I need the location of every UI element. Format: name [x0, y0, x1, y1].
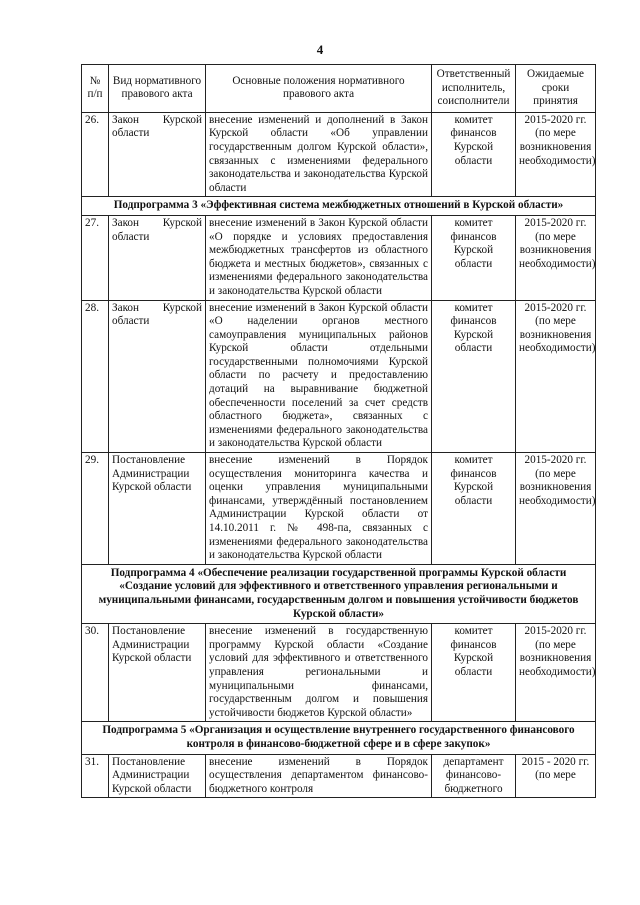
- row-number: 27.: [82, 215, 109, 300]
- legal-acts-table: [81, 64, 596, 798]
- table-row: [82, 624, 596, 722]
- expected-term: 2015-2020 гг. (по мере возникновения необходимости): [516, 300, 596, 453]
- act-provisions: внесение изменений в государственную программу Курской области «Создание условий для эффективного и ответственного управления региональными и муниципальными финансами, государственным долгом и повышения устойчивости бюджетов Курской области»: [206, 624, 432, 722]
- row-number: 29.: [82, 453, 109, 565]
- expected-term: 2015 - 2020 гг. (по мере: [516, 754, 596, 798]
- responsible-executor: комитет финансов Курской области: [432, 453, 516, 565]
- subprogram-heading: Подпрограмма 3 «Эффективная система межбюджетных отношений в Курской области»: [82, 197, 596, 216]
- table-header-row: [82, 65, 596, 113]
- row-number: 30.: [82, 624, 109, 722]
- table-row: [82, 300, 596, 453]
- table-row: [82, 215, 596, 300]
- act-type: Закон Курской области: [109, 300, 206, 453]
- act-provisions: внесение изменений в Порядок осуществления департаментом финансово-бюджетного контроля: [206, 754, 432, 798]
- act-provisions: внесение изменений в Закон Курской области «О порядке и условиях предоставления межбюджетных трансфертов из областного бюджета и местных бюджетов», связанных с изменениями федерального законодательства и законодательства Курской области: [206, 215, 432, 300]
- responsible-executor: комитет финансов Курской области: [432, 215, 516, 300]
- act-type: Постановление Администрации Курской области: [109, 453, 206, 565]
- subprogram-heading-row: [82, 197, 596, 216]
- act-provisions: внесение изменений в Порядок осуществления мониторинга качества и оценки управления муниципальными финансами, утверждённый постановлением Администрации Курской области от 14.10.2011 г. № 498-па, связанных с изменениями федерального законодательства и законодательства Курской области: [206, 453, 432, 565]
- header-act-type: Вид нормативного правового акта: [109, 65, 206, 113]
- act-provisions: внесение изменений в Закон Курской области «О наделении органов местного самоуправления муниципальных районов Курской области отдельными государственными полномочиями Курской области по расчету и предоставлению дотаций на выравнивание бюджетной обеспеченности поселений за счет средств областного бюджета», связанных с изменениями федерального законодательства и законодательства Курской области: [206, 300, 432, 453]
- subprogram-heading: Подпрограмма 4 «Обеспечение реализации государственной программы Курской области «Создание условий для эффективного и ответственного управления региональными и муниципальными финансами, государственным долгом и повышения устойчивости бюджетов Курской области»: [82, 564, 596, 623]
- subprogram-heading-row: [82, 564, 596, 623]
- header-executor: Ответственный исполнитель, соисполнители: [432, 65, 516, 113]
- responsible-executor: департамент финансово-бюджетного: [432, 754, 516, 798]
- table-row: [82, 754, 596, 798]
- expected-term: 2015-2020 гг. (по мере возникновения необходимости): [516, 112, 596, 197]
- header-terms: Ожидаемые сроки принятия: [516, 65, 596, 113]
- header-num: № п/п: [82, 65, 109, 113]
- table-row: [82, 453, 596, 565]
- page-number: 4: [316, 42, 324, 57]
- header-provisions: Основные положения нормативного правового акта: [206, 65, 432, 113]
- act-provisions: внесение изменений и дополнений в Закон Курской области «Об управлении государственным долгом Курской области», связанных с изменениями федерального законодательства и законодательства Курской области: [206, 112, 432, 197]
- row-number: 31.: [82, 754, 109, 798]
- table-body: [82, 112, 596, 798]
- responsible-executor: комитет финансов Курской области: [432, 300, 516, 453]
- table-row: [82, 112, 596, 197]
- expected-term: 2015-2020 гг. (по мере возникновения необходимости): [516, 215, 596, 300]
- responsible-executor: комитет финансов Курской области: [432, 112, 516, 197]
- act-type: Закон Курской области: [109, 112, 206, 197]
- row-number: 28.: [82, 300, 109, 453]
- subprogram-heading: Подпрограмма 5 «Организация и осуществление внутреннего государственного финансового контроля в финансово-бюджетной сфере и в сфере закупок»: [82, 722, 596, 754]
- expected-term: 2015-2020 гг. (по мере возникновения необходимости): [516, 624, 596, 722]
- act-type: Постановление Администрации Курской области: [109, 624, 206, 722]
- act-type: Закон Курской области: [109, 215, 206, 300]
- responsible-executor: комитет финансов Курской области: [432, 624, 516, 722]
- act-type: Постановление Администрации Курской области: [109, 754, 206, 798]
- expected-term: 2015-2020 гг. (по мере возникновения необходимости): [516, 453, 596, 565]
- row-number: 26.: [82, 112, 109, 197]
- subprogram-heading-row: [82, 722, 596, 754]
